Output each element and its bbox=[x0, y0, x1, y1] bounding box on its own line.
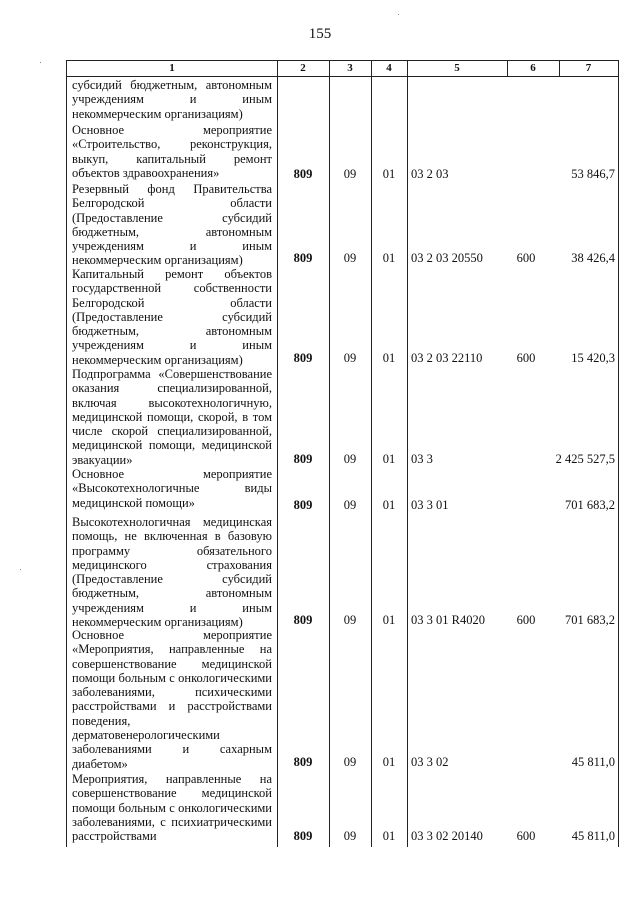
target-article-code: 03 2 03 20550 bbox=[411, 251, 483, 265]
row-description: Основное мероприятие «Высокотехнологичные виды медицинской помощи» bbox=[72, 467, 272, 510]
expense-type-code: 600 bbox=[516, 613, 536, 627]
amount: 45 811,0 bbox=[571, 829, 615, 843]
expense-type-code: 600 bbox=[516, 251, 536, 265]
grbs-code: 809 bbox=[293, 829, 313, 843]
target-article-code: 03 3 bbox=[411, 452, 433, 466]
amount: 45 811,0 bbox=[571, 755, 615, 769]
row-description: Высокотехнологичная медицинская помощь, не включенная в базовую программу обязательного медицинского страхования (Предоставление субсидий бюджетным, автономным учреждениям и иным некоммерческим организациям) bbox=[72, 515, 272, 630]
target-article-code: 03 2 03 22110 bbox=[411, 351, 483, 365]
column-divider bbox=[407, 61, 408, 847]
target-article-code: 03 3 02 20140 bbox=[411, 829, 483, 843]
header-cell: 7 bbox=[585, 62, 592, 74]
grbs-code: 809 bbox=[293, 452, 313, 466]
header-cell: 4 bbox=[386, 62, 392, 74]
budget-table bbox=[66, 60, 619, 847]
amount: 2 425 527,5 bbox=[555, 452, 615, 466]
section-code: 09 bbox=[343, 755, 357, 769]
section-code: 09 bbox=[343, 167, 357, 181]
row-description: Резервный фонд Правительства Белгородской области (Предоставление субсидий бюджетным, автономным учреждениям и иным некоммерческим организациям) bbox=[72, 182, 272, 268]
target-article-code: 03 2 03 bbox=[411, 167, 449, 181]
section-code: 09 bbox=[343, 251, 357, 265]
expense-type-code: 600 bbox=[516, 351, 536, 365]
scan-speck bbox=[40, 62, 41, 63]
amount: 701 683,2 bbox=[565, 498, 615, 512]
row-description: Подпрограмма «Совершенствование оказания специализированной, включая высокотехнологичную, медицинской помощи, скорой, в том числе скорой специализированной, медицинской помощи, медицинской эвакуации» bbox=[72, 367, 272, 467]
subsection-code: 01 bbox=[382, 829, 396, 843]
section-code: 09 bbox=[343, 613, 357, 627]
expense-type-code: 600 bbox=[516, 829, 536, 843]
target-article-code: 03 3 01 bbox=[411, 498, 449, 512]
subsection-code: 01 bbox=[382, 251, 396, 265]
section-code: 09 bbox=[343, 351, 357, 365]
amount: 15 420,3 bbox=[571, 351, 615, 365]
grbs-code: 809 bbox=[293, 351, 313, 365]
table-header bbox=[67, 61, 618, 77]
amount: 701 683,2 bbox=[565, 613, 615, 627]
scan-speck bbox=[398, 14, 399, 15]
row-description: Основное мероприятие «Строительство, реконструкция, выкуп, капитальный ремонт объектов здравоохранения» bbox=[72, 123, 272, 180]
scan-speck bbox=[20, 569, 21, 570]
target-article-code: 03 3 01 R4020 bbox=[411, 613, 485, 627]
grbs-code: 809 bbox=[293, 755, 313, 769]
grbs-code: 809 bbox=[293, 251, 313, 265]
subsection-code: 01 bbox=[382, 755, 396, 769]
row-description: Мероприятия, направленные на совершенствование медицинской помощи больным с онкологическими заболеваниями, с психиатрическими расстройствами bbox=[72, 772, 272, 844]
row-description: субсидий бюджетным, автономным учреждениям и иным некоммерческим организациям) bbox=[72, 78, 272, 121]
subsection-code: 01 bbox=[382, 452, 396, 466]
header-cell: 2 bbox=[300, 62, 306, 74]
grbs-code: 809 bbox=[293, 167, 313, 181]
section-code: 09 bbox=[343, 829, 357, 843]
row-description: Капитальный ремонт объектов государственной собственности Белгородской области (Предоставление субсидий бюджетным, автономным учреждениям и иным некоммерческим организациям) bbox=[72, 267, 272, 367]
section-code: 09 bbox=[343, 452, 357, 466]
grbs-code: 809 bbox=[293, 498, 313, 512]
header-cell: 1 bbox=[169, 62, 175, 74]
subsection-code: 01 bbox=[382, 351, 396, 365]
row-description: Основное мероприятие «Мероприятия, направленные на совершенствование медицинской помощи больным с онкологическими заболеваниями, психическими расстройствами и расстройствами поведения, дерматовенерологическими заболеваниями и сахарным диабетом» bbox=[72, 628, 272, 771]
subsection-code: 01 bbox=[382, 498, 396, 512]
header-cell: 5 bbox=[454, 62, 460, 74]
subsection-code: 01 bbox=[382, 167, 396, 181]
amount: 53 846,7 bbox=[571, 167, 615, 181]
section-code: 09 bbox=[343, 498, 357, 512]
target-article-code: 03 3 02 bbox=[411, 755, 449, 769]
header-cell: 6 bbox=[530, 62, 536, 74]
subsection-code: 01 bbox=[382, 613, 396, 627]
page-number: 155 bbox=[308, 26, 332, 42]
header-cell: 3 bbox=[347, 62, 353, 74]
amount: 38 426,4 bbox=[571, 251, 615, 265]
grbs-code: 809 bbox=[293, 613, 313, 627]
